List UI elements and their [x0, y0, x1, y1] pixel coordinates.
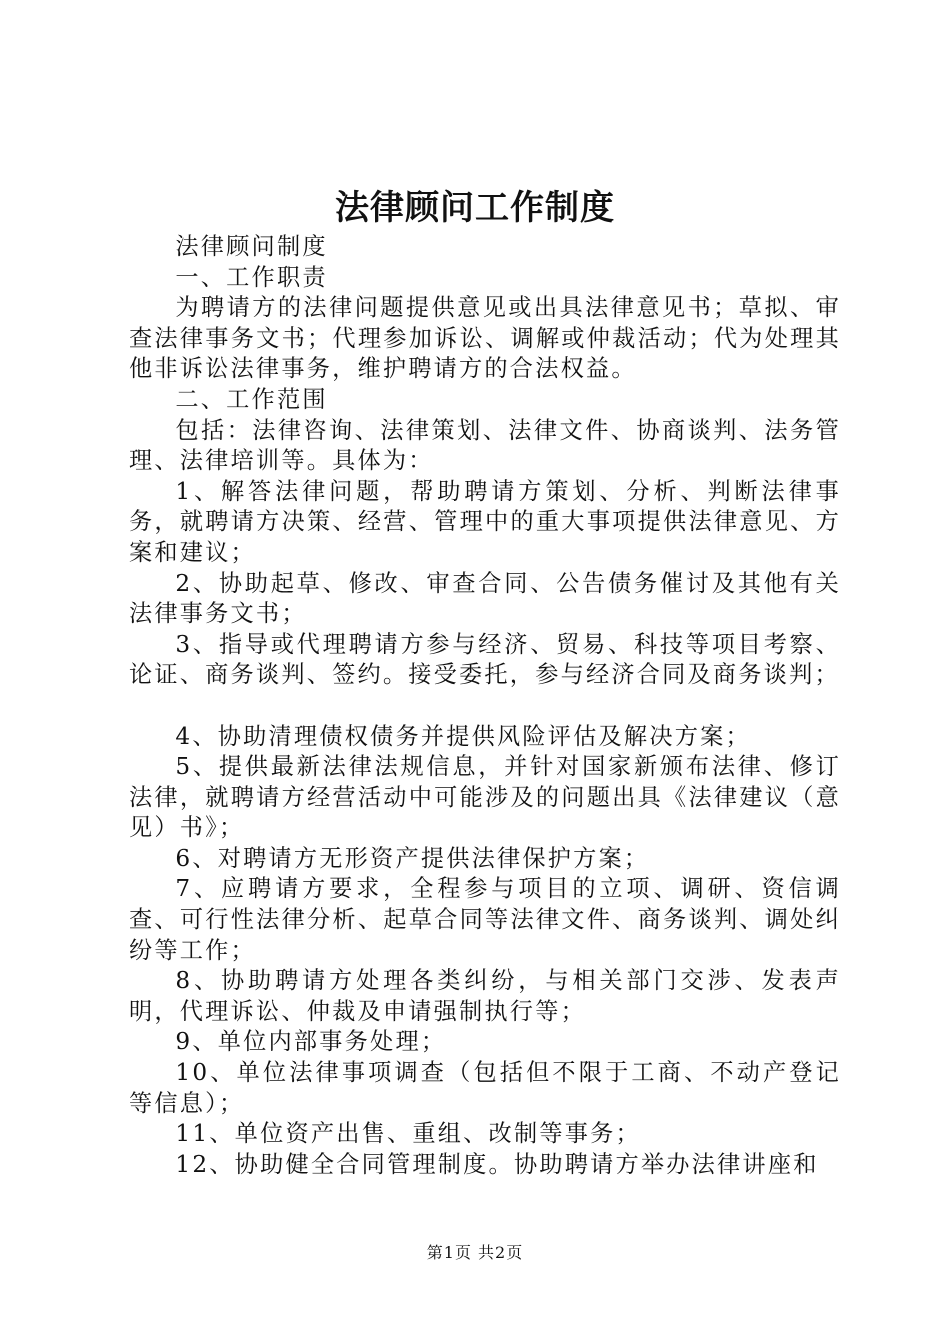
list-item: 11、单位资产出售、重组、改制等事务； [175, 1120, 641, 1148]
page-footer: 第1页 共2页 [426, 1243, 524, 1262]
list-item: 1、解答法律问题，帮助聘请方策划、分析、判断法律事务，就聘请方决策、经营、管理中的重大事项提供法律意见、方案和建议； [129, 477, 841, 566]
blank-line [129, 691, 841, 722]
list-item: 7、应聘请方要求，全程参与项目的立项、调研、资信调查、可行性法律分析、起草合同等法律文件、商务谈判、调处纠纷等工作； [129, 875, 841, 964]
list-item: 12、协助健全合同管理制度。协助聘请方举办法律讲座和 [175, 1150, 819, 1178]
list-item: 6、对聘请方无形资产提供法律保护方案； [175, 844, 650, 872]
list-item: 10、单位法律事项调查（包括但不限于工商、不动产登记等信息）； [129, 1059, 841, 1117]
paragraph: 包括：法律咨询、法律策划、法律文件、协商谈判、法务管理、法律培训等。具体为： [129, 416, 841, 475]
list-item: 3、指导或代理聘请方参与经济、贸易、科技等项目考察、论证、商务谈判、签约。接受委托，参与经济合同及商务谈判； [129, 630, 841, 689]
document-body [129, 232, 841, 1180]
paragraph: 为聘请方的法律问题提供意见或出具法律意见书；草拟、审查法律事务文书；代理参加诉讼、调解或仲裁活动；代为处理其他非诉讼法律事务，维护聘请方的合法权益。 [129, 294, 841, 383]
list-item: 9、单位内部事务处理； [175, 1028, 447, 1056]
section-heading: 二、工作范围 [175, 385, 328, 413]
list-item: 2、协助起草、修改、审查合同、公告债务催讨及其他有关法律事务文书； [129, 569, 841, 628]
list-item: 4、协助清理债权债务并提供风险评估及解决方案； [175, 722, 751, 750]
section-heading: 一、工作职责 [175, 263, 328, 291]
list-item: 8、协助聘请方处理各类纠纷，与相关部门交涉、发表声明，代理诉讼、仲裁及申请强制执行等； [129, 967, 841, 1025]
list-item: 5、提供最新法律法规信息，并针对国家新颁布法律、修订法律，就聘请方经营活动中可能涉及的问题出具《法律建议（意见）书》； [129, 753, 841, 842]
document-title: 法律顾问工作制度 [335, 188, 615, 228]
paragraph: 法律顾问制度 [175, 233, 328, 260]
